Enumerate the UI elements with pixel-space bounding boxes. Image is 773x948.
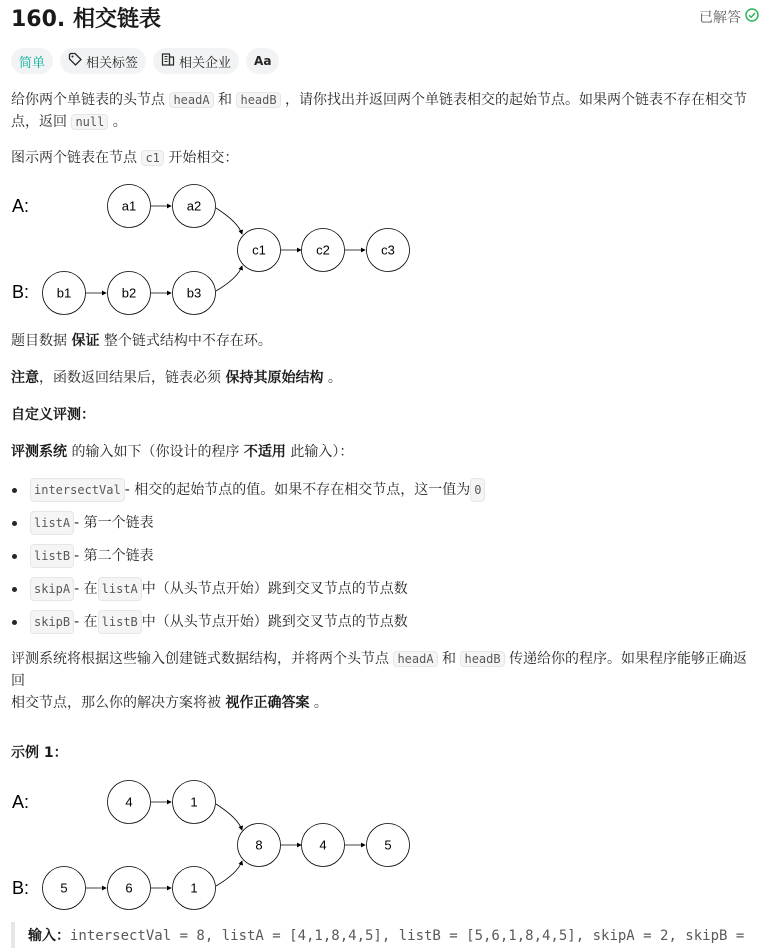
node-a1 [108,185,151,228]
label-A: A: [12,792,30,812]
node-b-3 [173,867,216,910]
solved-label: 已解答 [699,10,741,26]
check-circle-icon [745,8,759,26]
related-companies-button[interactable] [153,48,239,74]
svg-text:c3: c3 [381,242,395,258]
related-tags-label: 相关标签 [86,55,139,71]
difficulty-badge[interactable]: 简单 [11,48,53,74]
list-item: listA - 第一个链表 [11,511,154,535]
label-A: A: [12,196,30,216]
description-paragraph-6: 评测系统 的输入如下（你设计的程序 不适用 此输入）： [11,444,354,460]
solved-status [699,7,759,27]
svg-text:4: 4 [319,837,327,853]
related-tags-button[interactable] [60,48,146,74]
input-value: intersectVal = 8, listA = [4,1,8,4,5], listB = [5,6,1,8,4,5], skipA = 2, skipB = [70,928,745,944]
node-a-2 [173,781,216,824]
svg-text:a1: a1 [121,198,137,214]
svg-text:c1: c1 [252,242,266,258]
svg-text:b1: b1 [56,285,72,301]
code-headB: headB [460,651,504,667]
label-B: B: [12,282,30,302]
svg-text:5: 5 [384,837,392,853]
node-a-1 [108,781,151,824]
node-b-1 [43,867,86,910]
node-b1 [43,272,86,315]
custom-judge-heading: 自定义评测： [11,407,95,423]
example-1-input [28,926,744,946]
bullet [12,620,17,625]
code-headA: headA [169,92,213,108]
description-paragraph-1: 给你两个单链表的头节点 headA 和 headB ，请你找出并返回两个单链表相交的起始节点。如果两个链表不存在相交节 点，返回 null 。 [11,92,748,130]
description-paragraph-4: 注意，函数返回结果后，链表必须 保持其原始结构 。 [11,370,342,386]
node-b3 [173,272,216,315]
node-c-3 [367,824,410,867]
bullet [12,587,17,592]
node-c-2 [302,824,345,867]
svg-text:5: 5 [60,880,68,896]
code-null: null [71,114,108,130]
building-icon [161,52,175,70]
bullet [12,488,17,493]
description-paragraph-2: 图示两个链表在节点 c1 开始相交： [11,150,239,166]
description-paragraph-7: 评测系统将根据这些输入创建链式数据结构，并将两个头节点 headA 和 headB 传递给你的程序。如果程序能够正确返回 相交节点，那么你的解决方案将被 视作正确答案 。 [11,651,748,711]
svg-text:b3: b3 [186,285,202,301]
tag-icon [68,52,82,70]
svg-text:1: 1 [190,794,198,810]
bullet [12,521,17,526]
node-c1 [238,229,281,272]
node-b2 [108,272,151,315]
svg-text:4: 4 [125,794,133,810]
node-a2 [173,185,216,228]
label-B: B: [12,878,30,898]
code-c1: c1 [141,150,163,166]
svg-text:1: 1 [190,880,198,896]
translate-icon: Aa [254,54,272,68]
tag-bar [11,48,279,74]
svg-text:c2: c2 [316,242,330,258]
description-paragraph-3: 题目数据 保证 整个链式结构中不存在环。 [11,333,272,349]
svg-text:a2: a2 [186,198,202,214]
node-c2 [302,229,345,272]
example-1-heading: 示例 1： [11,745,68,761]
svg-text:b2: b2 [121,285,137,301]
problem-title: 160. 相交链表 [11,7,161,32]
code-headA: headA [393,651,437,667]
svg-text:8: 8 [255,837,263,853]
node-c3 [367,229,410,272]
example-1-diagram [0,776,430,916]
bullet [12,554,17,559]
node-c-1 [238,824,281,867]
node-b-2 [108,867,151,910]
list-item: intersectVal - 相交的起始节点的值。如果不存在相交节点，这一值为 0 [11,478,485,502]
code-headB: headB [236,92,280,108]
list-item: listB - 第二个链表 [11,544,154,568]
example-block-border [11,922,15,948]
related-companies-label: 相关企业 [179,55,232,71]
intersection-diagram [0,180,430,320]
svg-text:6: 6 [125,880,133,896]
list-item: skipA - 在 listA 中（从头节点开始）跳到交叉节点的节点数 [11,577,408,601]
list-item: skipB - 在 listB 中（从头节点开始）跳到交叉节点的节点数 [11,610,408,634]
translate-button[interactable] [246,48,279,74]
input-label: 输入： [28,928,70,944]
